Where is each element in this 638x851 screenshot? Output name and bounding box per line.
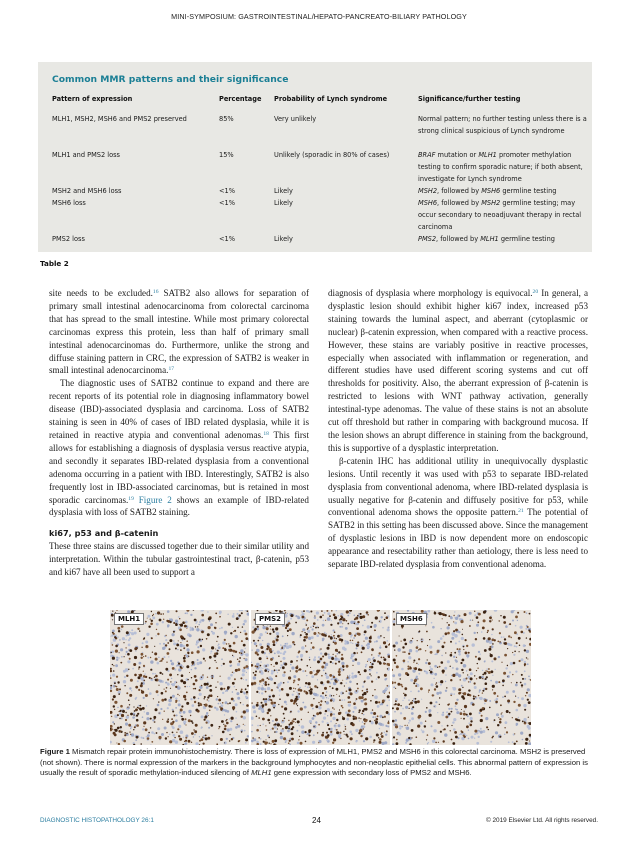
table-header-probability: Probability of Lynch syndrome [274,95,388,103]
figure-1 [110,610,531,745]
body-paragraph: The diagnostic uses of SATB2 continue to expand and there are recent reports of its potential role in diagnosing inflammatory bowel disease (IBD)-associated dysplasia and carcinoma. Loss of SATB2 staining is seen in 40% of cases of IBD related dysplasia, while it is retained in reactive atypia and conventional adenomas.$^{18}$ This first allows for establishing a diagnosis of dysplasia versus reactive atypia, and secondly it separates IBD-related dysplasia from a conventional adenoma occurring in a patient with IBD. Interestingly, SATB2 is also frequently lost in IBD-associated carcinomas, but is retained in most sporadic carcinomas.$^{19}$ Figure 2 shows an example of IBD-related dysplasia with loss of SATB2 staining. [49,378,309,518]
table-cell-percentage: <1% [219,187,235,195]
ihc-micrograph [251,610,390,745]
table-header-percentage: Percentage [219,95,262,103]
figure-panel-msh6 [392,610,531,745]
table-cell-significance: PMS2, followed by MLH1 germline testing [418,235,555,243]
table-cell-significance: BRAF mutation or MLH1 promoter methylation testing to confirm sporadic nature; if both absent, investigate for Lynch syndrome [418,151,583,183]
table-title: Common MMR patterns and their significance [52,74,289,85]
figure-panel-mlh1 [110,610,249,745]
citation-link[interactable]: 21 [518,508,524,515]
body-paragraph: β-catenin IHC has additional utility in unequivocally dysplastic lesions. Until recently it was used with p53 to separate IBD-related dysplasia from conventional adenoma, where IBD-related dysplasia is usually negative for β-catenin and diffusely positive for p53, while conventional adenoma shows the opposite pattern.$^{21}$ The potential of SATB2 in this setting has been discussed above. Since the management of dysplastic lesions in IBD is now dependent more on endoscopic appearance and resectability rather than aetiology, there is less need to separate IBD-related dysplasia from conventional adenoma. [328,455,588,570]
table-cell-probability: Likely [274,199,293,207]
table-header-pattern: Pattern of expression [52,95,133,103]
body-column-left [49,287,309,579]
table-cell-probability: Unlikely (sporadic in 80% of cases) [274,151,390,159]
table-cell-probability: Likely [274,235,293,243]
table-cell-percentage: 85% [219,115,234,123]
citation-link[interactable]: 20 [532,289,539,295]
table-cell-pattern: MSH2 and MSH6 loss [52,187,122,195]
table-header-significance: Significance/further testing [418,95,521,103]
citation-link[interactable]: 17 [168,366,175,373]
running-head: MINI-SYMPOSIUM: GASTROINTESTINAL/HEPATO-PANCREATO-BILIARY PATHOLOGY [171,12,467,21]
footer-copyright: © 2019 Elsevier Ltd. All rights reserved. [486,817,598,824]
panel-label: MSH6 [396,613,427,625]
table-cell-pattern: PMS2 loss [52,235,85,243]
body-paragraph: diagnosis of dysplasia where morphology is equivocal.$^{20}$ In general, a dysplastic lesion should exhibit higher ki67 index, increased p53 staining towards the luminal aspect, and aberrant (cytoplasmic or nuclear) β-catenin expression, when compared with a reactive process. However, these stains are variably positive in reactive processes, especially when associated with inflammation or regeneration, and different studies have used different scoring systems and cut off thresholds for positivity. Also, the aberrant expression of β-catenin is restricted to lesions with WNT pathway activation, generally intestinal-type adenomas. The value of these stains is not an absolute cut off threshold but rather in comparing with background mucosa. If the lesion shows an abrupt difference in staining from the background, this is supportive of a dysplastic interpretation. [328,288,588,453]
figure-link[interactable]: Figure 2 [138,494,172,505]
footer-journal: DIAGNOSTIC HISTOPATHOLOGY 26:1 [40,817,154,824]
citation-link[interactable]: 16 [152,289,159,295]
table-cell-percentage: <1% [219,199,235,207]
table-cell-significance: MSH6, followed by MSH2 germline testing; may occur secondary to neoadjuvant therapy in rectal carcinoma [418,199,582,231]
table-cell-pattern: MLH1, MSH2, MSH6 and PMS2 preserved [52,115,187,123]
table-cell-percentage: 15% [219,151,234,159]
ihc-micrograph [110,610,249,745]
citation-link[interactable]: 18 [263,430,269,437]
table-cell-probability: Likely [274,187,293,195]
body-column-right [328,287,588,571]
section-heading: ki67, p53 and β-catenin [49,528,159,539]
table-cell-probability: Very unlikely [274,115,317,123]
table-cell-pattern: MSH6 loss [52,199,86,207]
figure-panel-pms2 [251,610,390,745]
panel-label: PMS2 [255,613,285,625]
ihc-micrograph [392,610,531,745]
table-cell-significance: MSH2, followed by MSH6 germline testing [418,187,557,195]
table-cell-percentage: <1% [219,235,235,243]
table-cell-significance: Normal pattern; no further testing unless there is a strong clinical suspicious of Lynch syndrome [418,115,587,135]
table-label: Table 2 [40,259,69,268]
table-cell-pattern: MLH1 and PMS2 loss [52,151,120,159]
panel-label: MLH1 [114,613,144,625]
figure-caption: Figure 1 Mismatch repair protein immunohistochemistry. There is loss of expression of MLH1, PMS2 and MSH6 in this colorectal carcinoma. MSH2 is preserved (not shown). There is normal expression of the markers in the background lymphocytes and non-neoplastic epithelial cells. This abnormal pattern of expression is usually the result of sporadic methylation-induced silencing of MLH1 gene expression with secondary loss of PMS2 and MSH6. [40,747,588,777]
citation-link[interactable]: 19 [128,495,134,502]
body-paragraph: site needs to be excluded.$^{16}$ SATB2 also allows for separation of primary small intestinal adenocarcinoma from colorectal carcinoma that has spread to the small intestine. While most primary colorectal carcinomas express this protein, less than half of primary small intestinal adenocarcinomas do. Furthermore, unlike the strong and diffuse staining pattern in CRC, the expression of SATB2 is weaker in small intestinal adenocarcinoma.$^{17}$ [49,288,309,376]
page-number: 24 [312,816,321,825]
body-paragraph: These three stains are discussed together due to their similar utility and interpretation. Within the tubular gastrointestinal tract, β-catenin, p53 and ki67 have all been used to support a [49,541,309,578]
mmr-table [38,62,592,252]
